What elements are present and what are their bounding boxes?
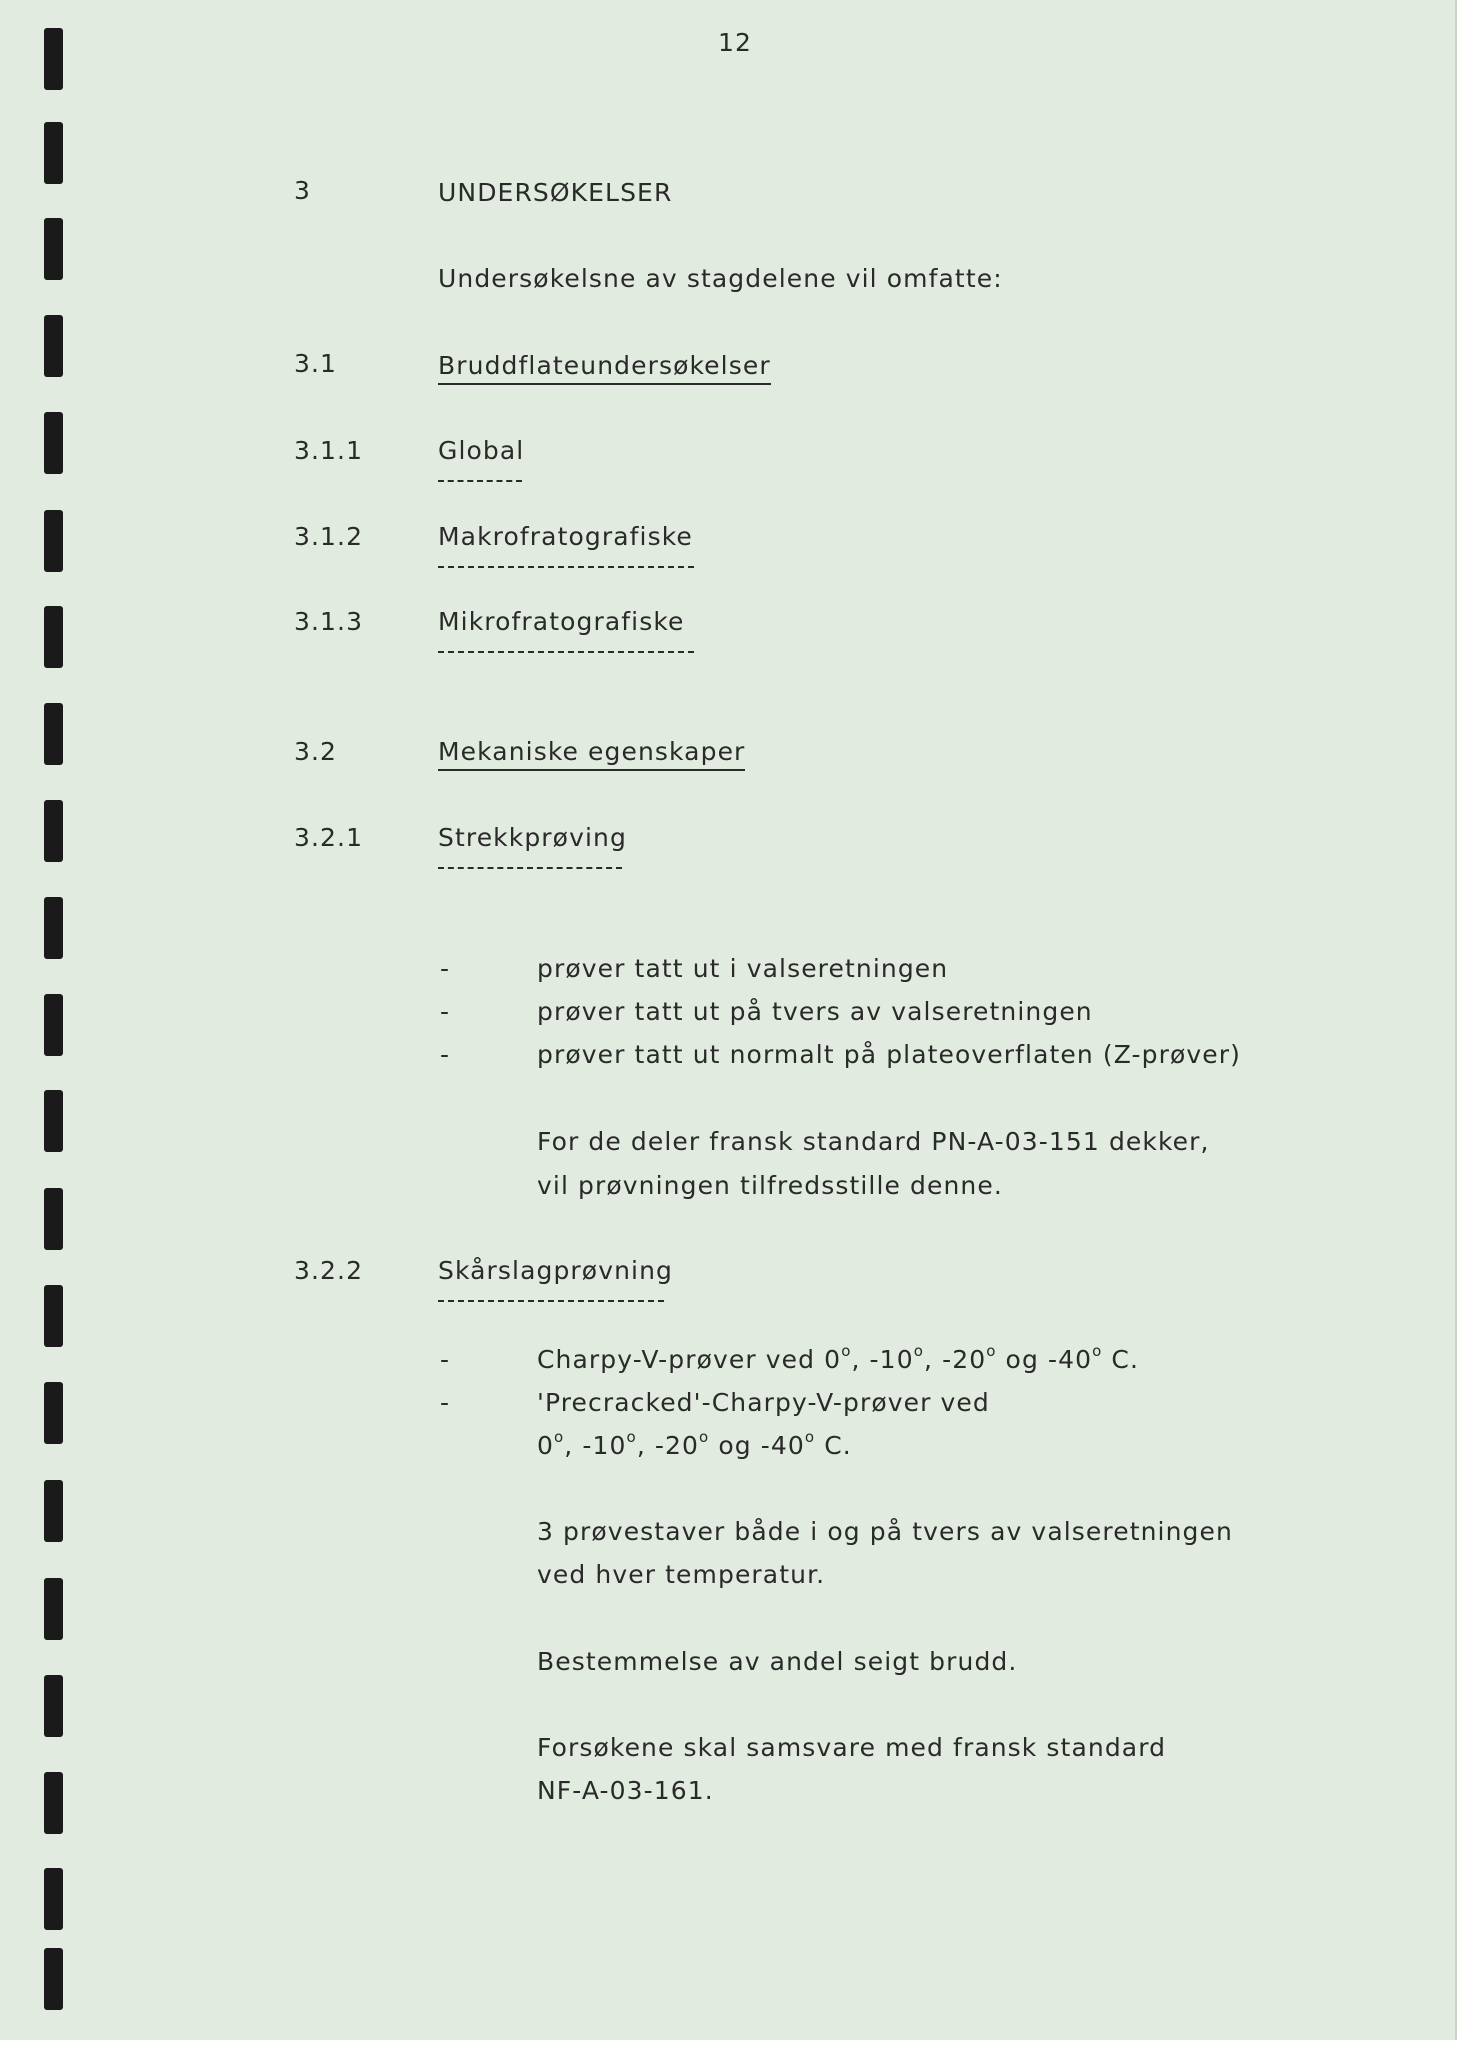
section-heading: Bruddflateundersøkelser: [438, 351, 771, 385]
section-heading: Mikrofratografiske: [438, 607, 685, 636]
binder-hole: [44, 412, 63, 474]
list-bullet: -: [440, 1040, 451, 1069]
degree-sign: o: [841, 1342, 852, 1360]
list-bullet: -: [440, 1345, 451, 1374]
section-title: UNDERSØKELSER: [438, 178, 673, 207]
paragraph-line: vil prøvningen tilfredsstille denne.: [537, 1171, 1003, 1200]
binder-hole: [44, 1188, 63, 1250]
paragraph-line: Bestemmelse av andel seigt brudd.: [537, 1647, 1018, 1676]
text-run: , -10: [851, 1345, 914, 1374]
binder-hole: [44, 606, 63, 668]
paragraph-line: NF-A-03-161.: [537, 1776, 714, 1805]
text-run: og -40: [709, 1431, 805, 1460]
section-number: 3.2: [294, 737, 338, 766]
heading-dash-underline: [438, 867, 622, 869]
page-number: 12: [718, 28, 753, 57]
text-run: , -20: [636, 1431, 700, 1460]
list-bullet: -: [440, 954, 451, 983]
degree-sign: o: [913, 1342, 924, 1360]
binder-hole: [44, 1480, 63, 1542]
paragraph-line: For de deler fransk standard PN-A-03-151 dekker,: [537, 1127, 1210, 1156]
binder-hole: [44, 510, 63, 572]
binder-hole: [44, 1948, 63, 2010]
text-run: , -10: [564, 1431, 627, 1460]
section-number: 3.2.2: [294, 1256, 364, 1285]
text-run: Charpy-V-prøver ved 0: [537, 1345, 842, 1374]
heading-dash-underline: [438, 480, 522, 482]
binder-hole: [44, 315, 63, 377]
list-item: prøver tatt ut normalt på plateoverflaten (Z-prøver): [537, 1040, 1242, 1069]
binder-hole: [44, 218, 63, 280]
binder-hole: [44, 1382, 63, 1444]
binder-hole: [44, 897, 63, 959]
binder-hole: [44, 1675, 63, 1737]
binder-hole: [44, 800, 63, 862]
binder-hole: [44, 703, 63, 765]
section-number: 3.1.2: [294, 522, 364, 551]
list-item: prøver tatt ut på tvers av valseretningen: [537, 997, 1093, 1026]
text-run: C.: [1102, 1345, 1140, 1374]
section-number: 3: [294, 176, 312, 205]
precracked-line: 'Precracked'-Charpy-V-prøver ved: [537, 1388, 990, 1417]
heading-dash-underline: [438, 651, 694, 653]
section-number: 3.1.1: [294, 436, 364, 465]
binder-hole: [44, 1772, 63, 1834]
paragraph-line: Forsøkene skal samsvare med fransk standard: [537, 1733, 1167, 1762]
section-heading: Mekaniske egenskaper: [438, 737, 745, 771]
list-bullet: -: [440, 1388, 451, 1417]
section-heading: Global: [438, 436, 525, 465]
charpy-test-line: [537, 1342, 1140, 1375]
binder-hole: [44, 1090, 63, 1152]
degree-sign: o: [804, 1428, 816, 1446]
degree-sign: o: [986, 1342, 997, 1360]
binder-hole: [44, 994, 63, 1056]
binder-hole: [44, 1578, 63, 1640]
section-heading: Makrofratografiske: [438, 522, 693, 551]
section-intro: Undersøkelsne av stagdelene vil omfatte:: [438, 264, 1003, 293]
text-run: 0: [537, 1431, 555, 1460]
binder-hole: [44, 122, 63, 184]
list-item: prøver tatt ut i valseretningen: [537, 954, 949, 983]
heading-dash-underline: [438, 566, 694, 568]
binder-hole: [44, 28, 63, 90]
binder-hole: [44, 1868, 63, 1930]
degree-sign: o: [699, 1428, 710, 1446]
degree-sign: o: [1092, 1342, 1103, 1360]
section-number: 3.2.1: [294, 823, 364, 852]
section-heading: Skårslagprøvning: [438, 1256, 674, 1285]
degree-sign: o: [626, 1428, 637, 1446]
degree-sign: o: [554, 1428, 565, 1446]
text-run: og -40: [996, 1345, 1093, 1374]
text-run: C.: [815, 1431, 852, 1460]
section-heading: Strekkprøving: [438, 823, 627, 852]
section-number: 3.1.3: [294, 607, 364, 636]
precracked-temps-line: [537, 1428, 852, 1461]
list-bullet: -: [440, 997, 451, 1026]
text-run: , -20: [923, 1345, 987, 1374]
heading-dash-underline: [438, 1300, 664, 1302]
paragraph-line: ved hver temperatur.: [537, 1560, 826, 1589]
paragraph-line: 3 prøvestaver både i og på tvers av valseretningen: [537, 1517, 1233, 1546]
binder-hole: [44, 1285, 63, 1347]
section-number: 3.1: [294, 349, 338, 378]
